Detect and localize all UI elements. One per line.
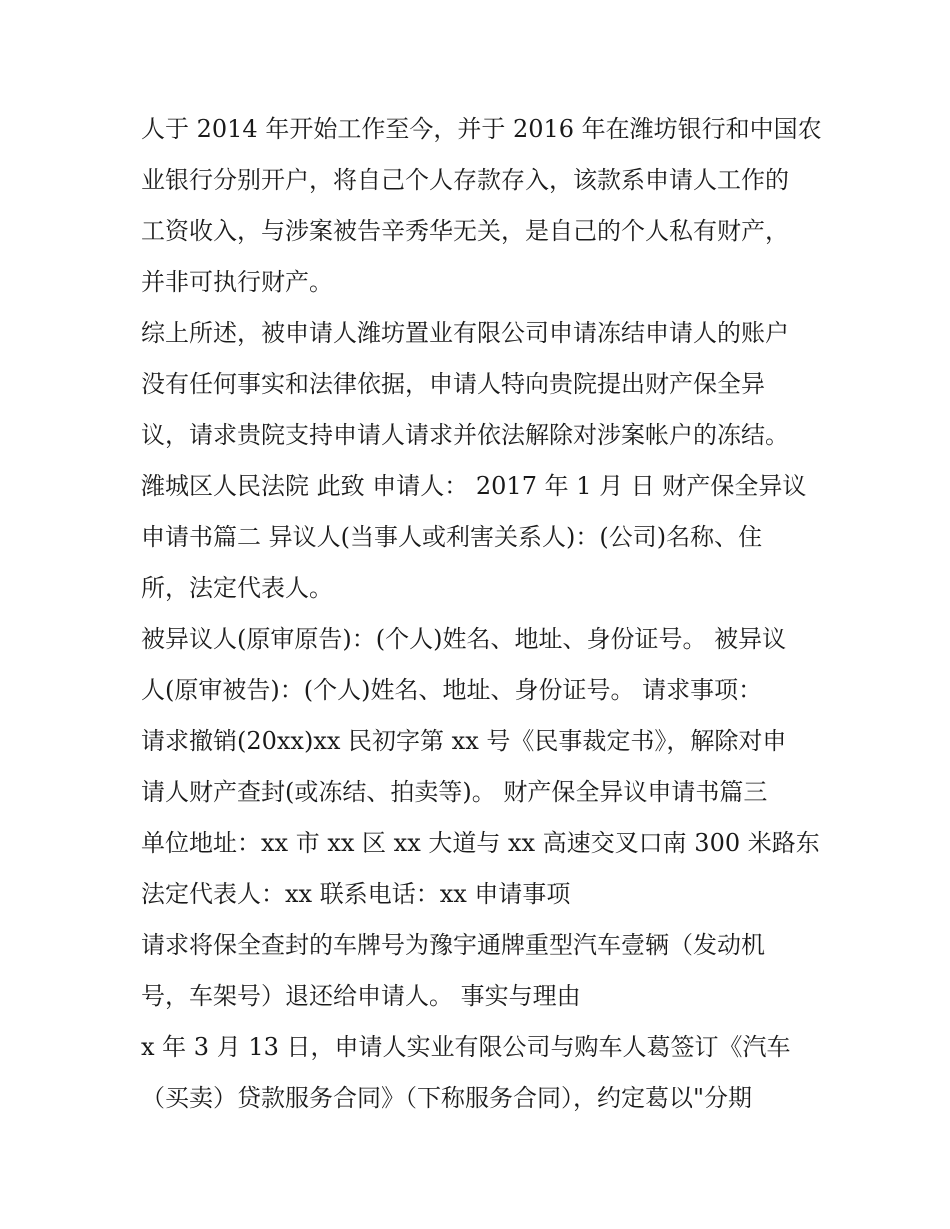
text-line: 综上所述，被申请人潍坊置业有限公司申请冻结申请人的账户 bbox=[141, 319, 789, 347]
text-line: 人(原审被告)：(个人)姓名、地址、身份证号。 请求事项： bbox=[141, 676, 763, 704]
text-line: 议，请求贵院支持申请人请求并依法解除对涉案帐户的冻结。 bbox=[141, 421, 789, 449]
text-line: 法定代表人：xx 联系电话：xx 申请事项 bbox=[141, 880, 571, 908]
text-line: 工资收入，与涉案被告辛秀华无关，是自己的个人私有财产， bbox=[141, 217, 789, 245]
text-line: （买卖）贷款服务合同》（下称服务合同），约定葛以"分期 bbox=[141, 1084, 753, 1112]
text-line: 没有任何事实和法律依据，申请人特向贵院提出财产保全异 bbox=[141, 370, 765, 398]
text-line: 并非可执行财产。 bbox=[141, 268, 333, 296]
text-line: 请人财产查封(或冻结、拍卖等)。 财产保全异议申请书篇三 bbox=[141, 778, 768, 806]
text-line: 请求撤销(20xx)xx 民初字第 xx 号《民事裁定书》，解除对申 bbox=[141, 727, 787, 755]
text-line: x 年 3 月 13 日，申请人实业有限公司与购车人葛签订《汽车 bbox=[141, 1033, 791, 1061]
document-body bbox=[141, 104, 831, 1124]
text-line: 号，车架号）退还给申请人。 事实与理由 bbox=[141, 982, 581, 1010]
text-line: 人于 2014 年开始工作至今，并于 2016 年在潍坊银行和中国农 bbox=[141, 115, 822, 143]
text-line: 潍城区人民法院 此致 申请人： 2017 年 1 月 日 财产保全异议 bbox=[141, 472, 807, 500]
text-line: 单位地址：xx 市 xx 区 xx 大道与 xx 高速交叉口南 300 米路东 bbox=[141, 829, 820, 857]
text-line: 请求将保全查封的车牌号为豫宇通牌重型汽车壹辆（发动机 bbox=[141, 931, 765, 959]
text-line: 申请书篇二 异议人(当事人或利害关系人)：(公司)名称、住 bbox=[141, 523, 763, 551]
text-line: 被异议人(原审原告)：(个人)姓名、地址、身份证号。 被异议 bbox=[141, 625, 787, 653]
text-line: 所，法定代表人。 bbox=[141, 574, 333, 602]
text-line: 业银行分别开户，将自己个人存款存入，该款系申请人工作的 bbox=[141, 166, 789, 194]
